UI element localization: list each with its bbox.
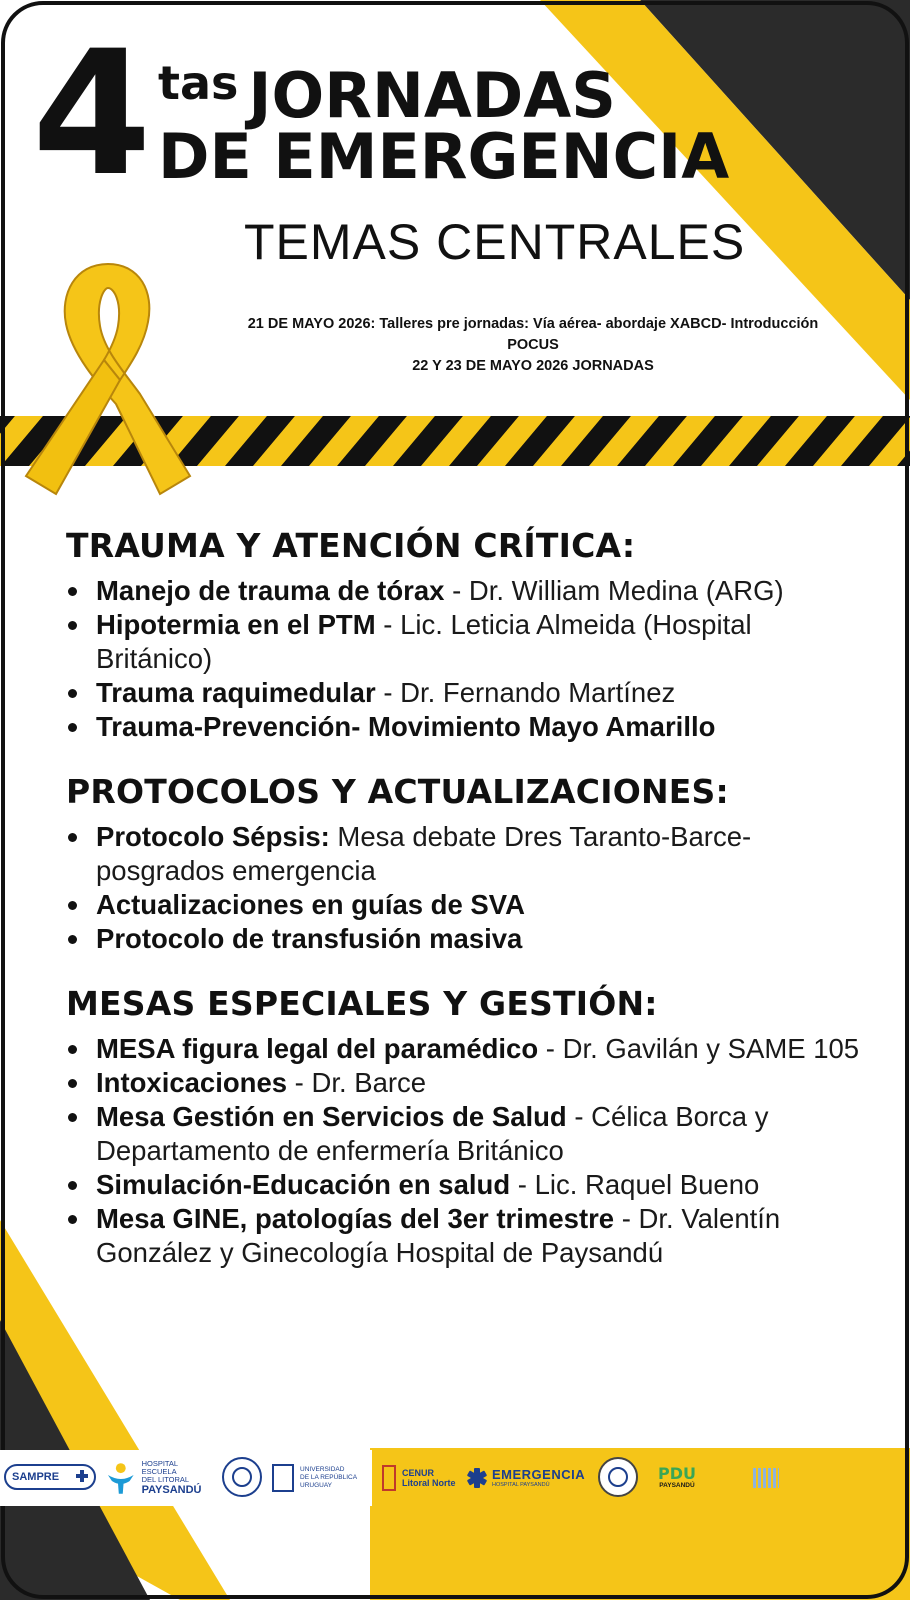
topic-speaker: - Dr. William Medina (ARG): [444, 575, 784, 606]
bullet-icon: [68, 1181, 77, 1190]
list-item: [96, 1202, 866, 1270]
topic-speaker: - Dr. Barce: [287, 1067, 427, 1098]
dates-line-1: 21 DE MAYO 2026: Talleres pre jornadas: Vía aérea- abordaje XABCD- Introducción: [247, 316, 819, 332]
topic-speaker: - Célica Borca y Departamento de enfermería Británico: [96, 1101, 769, 1166]
sponsor-logos: [0, 1452, 910, 1504]
title-line-2: DE EMERGENCIA: [158, 120, 730, 193]
bullet-icon: [68, 587, 77, 596]
bullet-icon: [68, 833, 77, 842]
section-title: PROTOCOLOS Y ACTUALIZACIONES:: [66, 772, 729, 811]
topic-name: Intoxicaciones: [96, 1067, 288, 1098]
subtitle: TEMAS CENTRALES: [244, 214, 746, 270]
topic-name: MESA figura legal del paramédico: [96, 1033, 539, 1064]
logo-cenur: [382, 1452, 462, 1504]
bullet-icon: [68, 1045, 77, 1054]
topic-name: Manejo de trauma de tórax: [96, 575, 445, 606]
udelar-line-2: DE LA REPÚBLICA: [300, 1474, 358, 1481]
logo-emergencia: [466, 1452, 590, 1504]
list-item: [96, 574, 866, 608]
cenur-text: [402, 1468, 456, 1488]
logo-hospital-escuela: [104, 1452, 214, 1504]
list-item: [96, 1066, 866, 1100]
hospital-line-3: PAYSANDÚ: [141, 1484, 202, 1496]
topics-content: [66, 524, 866, 1296]
bullet-icon: [68, 689, 77, 698]
dates-line-2: POCUS: [507, 337, 559, 353]
list-item: [96, 1168, 866, 1202]
section-mesas: [66, 982, 866, 1270]
edition-number: 4: [32, 13, 148, 214]
topic-speaker: - Dr. Valentín González y Ginecología Hospital de Paysandú: [96, 1203, 781, 1268]
topic-speaker: - Lic. Raquel Bueno: [510, 1169, 760, 1200]
topic-list: [66, 574, 866, 744]
bullet-icon: [68, 1079, 77, 1088]
topic-speaker: Mesa debate Dres Taranto-Barce- posgrados emergencia: [96, 821, 752, 886]
list-item: [96, 922, 866, 956]
bullet-icon: [68, 1215, 77, 1224]
topic-name: Trauma raquimedular: [96, 677, 376, 708]
ordinal-suffix: tas: [158, 56, 239, 110]
list-item: [96, 888, 866, 922]
logo-sampre: [4, 1464, 96, 1490]
topic-speaker: - Dr. Gavilán y SAME 105: [538, 1033, 860, 1064]
section-title: MESAS ESPECIALES Y GESTIÓN:: [66, 984, 658, 1023]
topic-name: Hipotermia en el PTM: [96, 609, 376, 640]
bullet-icon: [68, 901, 77, 910]
list-item: [96, 608, 866, 676]
bullet-icon: [68, 1113, 77, 1122]
university-seal-icon: [222, 1457, 262, 1497]
logo-pdu: [654, 1452, 700, 1504]
list-item: [96, 1100, 866, 1168]
udelar-mark-icon: [272, 1464, 294, 1492]
emergencia-line-2: HOSPITAL PAYSANDÚ: [492, 1481, 550, 1488]
emergencia-text: [492, 1468, 585, 1489]
cenur-line-1: CENUR: [402, 1468, 435, 1478]
section-trauma: [66, 524, 866, 744]
udelar-line-1: UNIVERSIDAD: [300, 1466, 345, 1473]
pdu-line-1: PDU: [658, 1464, 696, 1483]
bullet-icon: [68, 621, 77, 630]
list-item: [96, 820, 866, 888]
awareness-ribbon-icon: [20, 254, 196, 504]
star-of-life-icon: [466, 1467, 488, 1489]
topic-name: Protocolo Sépsis:: [96, 821, 330, 852]
topic-list: [66, 1032, 866, 1270]
topic-name: Trauma-Prevención- Movimiento Mayo Amarillo: [96, 711, 716, 742]
udelar-line-3: URUGUAY: [300, 1482, 333, 1489]
topic-name: Mesa Gestión en Servicios de Salud: [96, 1101, 567, 1132]
logo-intendencia: [726, 1452, 806, 1504]
topic-name: Protocolo de transfusión masiva: [96, 923, 523, 954]
list-item: [96, 1032, 866, 1066]
section-title: TRAUMA Y ATENCIÓN CRÍTICA:: [66, 526, 636, 565]
udelar-text: [300, 1466, 357, 1490]
topic-name: Actualizaciones en guías de SVA: [96, 889, 525, 920]
bullet-icon: [68, 935, 77, 944]
municipal-seal-icon: [598, 1457, 638, 1497]
logo-udelar: [272, 1452, 368, 1504]
hospital-text: [142, 1460, 214, 1496]
topic-speaker: - Dr. Fernando Martínez: [375, 677, 676, 708]
section-protocolos: [66, 770, 866, 956]
logo-sampre-text: SAMPRE: [12, 1471, 60, 1483]
cenur-mark-icon: [382, 1465, 396, 1491]
topic-speaker: - Lic. Leticia Almeida (Hospital Británico): [96, 609, 752, 674]
list-item: [96, 710, 866, 744]
emergencia-line-1: EMERGENCIA: [492, 1466, 586, 1482]
hospital-line-2: DEL LITORAL: [141, 1475, 190, 1484]
dates-block: [188, 314, 878, 377]
hospital-figure-icon: [104, 1461, 138, 1495]
title-jornadas: JORNADAS: [248, 59, 616, 132]
dates-line-3: 22 Y 23 DE MAYO 2026 JORNADAS: [412, 358, 654, 374]
star-of-life-icon: [74, 1469, 90, 1485]
intendencia-columns-icon: [753, 1468, 779, 1488]
topic-list: [66, 820, 866, 956]
hospital-line-1: HOSPITAL ESCUELA: [141, 1459, 178, 1476]
topic-name: Mesa GINE, patologías del 3er trimestre: [96, 1203, 615, 1234]
topic-name: Simulación-Educación en salud: [96, 1169, 511, 1200]
bullet-icon: [68, 723, 77, 732]
list-item: [96, 676, 866, 710]
cenur-line-2: Litoral Norte: [402, 1478, 456, 1488]
pdu-line-2: PAYSANDÚ: [659, 1482, 695, 1489]
